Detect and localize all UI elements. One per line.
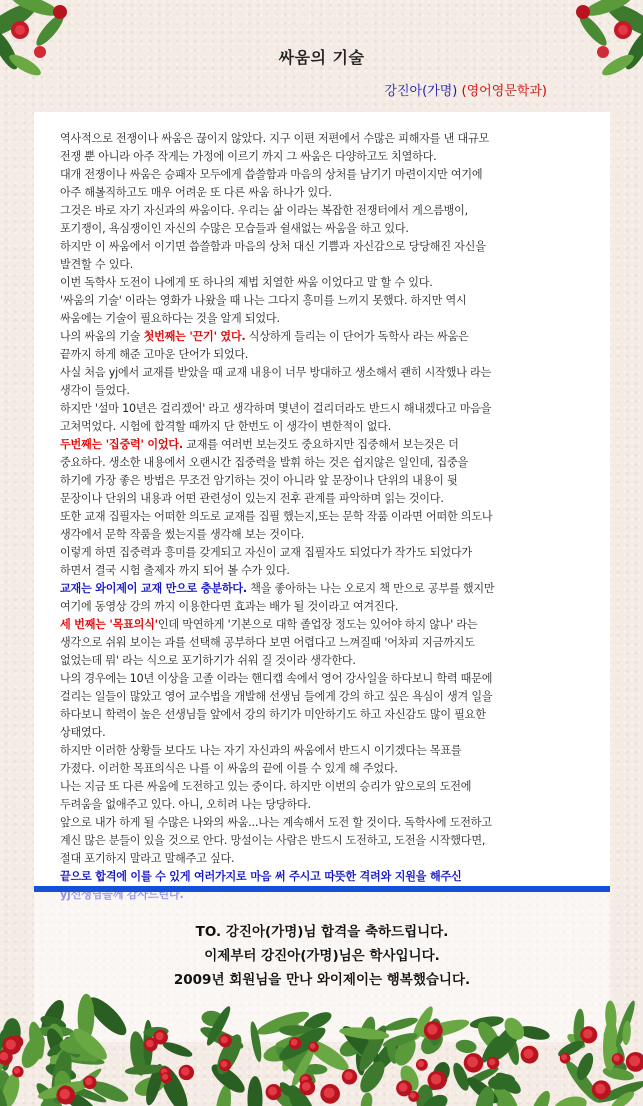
article-line: 하다보니 학력이 높은 선생님들 앞에서 강의 하기가 미안하기도 하고 자신감도 많이 필요한 xyxy=(60,708,486,721)
article-line xyxy=(60,328,586,346)
article-line xyxy=(60,616,586,634)
article-section-3 xyxy=(60,454,586,580)
article-line: 두려움을 없애주고 있다. 아니, 오히려 나는 당당하다. xyxy=(60,798,311,811)
article-line: 앞으로 내가 하게 될 수많은 나와의 싸움...나는 계속해서 도전 할 것이다. 독학사에 도전하고 xyxy=(60,816,492,829)
article-line: '싸움의 기술' 이라는 영화가 나왔을 때 나는 그다지 흥미를 느끼지 못했다. 하지만 역시 xyxy=(60,294,467,307)
article-panel xyxy=(34,112,610,888)
article-line: 상태였다. xyxy=(60,726,106,739)
article-line: 발견할 수 있다. xyxy=(60,258,134,271)
article-section-4 xyxy=(60,598,586,616)
article-line xyxy=(60,580,586,598)
article-line: 이렇게 하면 집중력과 흥미를 갖게되고 자신이 교재 집필자도 되었다가 작가도 되었다가 xyxy=(60,546,472,559)
article-line: 걸리는 일들이 많았고 영어 교수법을 개발해 선생님 들에게 강의 하고 싶은 욕심이 생겨 일을 xyxy=(60,690,493,703)
congratulations-box xyxy=(34,892,610,1042)
author-department: (영어영문학과) xyxy=(461,84,547,99)
article-line: 생각으로 쉬워 보이는 과를 선택해 공부하다 보면 어렵다고 느껴질때 '어차피 지금까지도 xyxy=(60,636,475,649)
article-line: 없었는데 뭐' 라는 식으로 포기하기가 쉬워 질 것이라 생각한다. xyxy=(60,654,356,667)
article-line: 문장이나 단위의 내용과 어떤 관련성이 있는지 전후 관계를 파악하며 읽는 것이다. xyxy=(60,492,444,505)
highlight-second-point: 두번째는 '집중력' 이었다. xyxy=(60,438,183,451)
article-line: 사실 처음 yj에서 교재를 받았을 때 교재 내용이 너무 방대하고 생소해서 괜히 시작했나 라는 xyxy=(60,366,492,379)
congrats-line: TO. 강진아(가명)님 합격을 축하드립니다. xyxy=(195,924,449,940)
article-line: 하면서 결국 시험 출제자 까지 되어 볼 수가 있다. xyxy=(60,564,290,577)
article-line: 고쳐먹었다. 시험에 합격할 때까지 단 한번도 이 생각이 변한적이 없다. xyxy=(60,420,392,433)
highlight-first-point: 첫번째는 '끈기' 였다. xyxy=(143,330,246,343)
line-text: 책을 좋아하는 나는 오로지 책 만으로 공부를 했지만 xyxy=(246,582,495,595)
line-text: 인데 막연하게 '기본으로 대학 졸업장 정도는 있어야 하지 않나' 라는 xyxy=(157,618,478,631)
closing-line: 끝으로 합격에 이를 수 있게 여러가지로 마음 써 주시고 따뜻한 격려와 지원을 해주신 xyxy=(60,870,462,883)
article-line: 나는 지금 또 다른 싸움에 도전하고 있는 중이다. 하지만 이번의 승리가 앞으로의 도전에 xyxy=(60,780,472,793)
article-line xyxy=(60,436,586,454)
article-line: 생각에서 문학 작품을 썼는지를 생각해 보는 것이다. xyxy=(60,528,305,541)
article-line: 계신 많은 분들이 있을 것으로 안다. 망설이는 사람은 반드시 도전하고, 도전을 시작했다면, xyxy=(60,834,486,847)
article-line: 싸움에는 기술이 필요하다는 것을 알게 되었다. xyxy=(60,312,280,325)
line-text: 나의 싸움의 기술 xyxy=(60,330,144,343)
article-line: 포기쟁이, 욕심쟁이인 자신의 수많은 모습들과 쉴새없는 싸움을 하고 있다. xyxy=(60,222,409,235)
article-line: 하지만 '설마 10년은 걸리겠어' 라고 생각하며 몇년이 걸리더라도 반드시 해내겠다고 마음을 xyxy=(60,402,492,415)
article-line: 여기에 동영상 강의 까지 이용한다면 효과는 배가 될 것이라고 여겨진다. xyxy=(60,600,399,613)
article-line: 하기에 가장 좋은 방법은 무조건 암기하는 것이 아니라 앞 문장이나 단위의 내용이 뒷 xyxy=(60,474,458,487)
article-body xyxy=(34,112,610,904)
article-line: 하지만 이러한 상황들 보다도 나는 자기 자신과의 싸움에서 반드시 이기겠다는 목표를 xyxy=(60,744,462,757)
congrats-line: 이제부터 강진아(가명)님은 학사입니다. xyxy=(204,948,440,964)
article-line: 또한 교재 집필자는 어떠한 의도로 교재를 집필 했는지,또는 문학 작품 이라면 어떠한 의도나 xyxy=(60,510,493,523)
author-name: 강진아(가명) xyxy=(384,84,458,99)
article-section-1 xyxy=(60,130,586,328)
article-line: 아주 해볼직하고도 매우 어려운 또 다른 싸움 하나가 있다. xyxy=(60,186,332,199)
page-title: 싸움의 기술 xyxy=(278,47,365,67)
article-line: 대개 전쟁이나 싸움은 승패자 모두에게 씁쓸함과 마음의 상처를 남기기 마련이지만 여기에 xyxy=(60,168,483,181)
article-line: 역사적으로 전쟁이나 싸움은 끊이지 않았다. 지구 이편 저편에서 수많은 피해자를 낸 대규모 xyxy=(60,132,490,145)
highlight-textbook: 교재는 와이제이 교재 만으로 충분하다. xyxy=(60,582,247,595)
line-text: 식상하게 들리는 이 단어가 독학사 라는 싸움은 xyxy=(245,330,469,343)
article-section-2 xyxy=(60,346,586,436)
article-line: 전쟁 뿐 아니라 아주 작게는 가정에 이르기 까지 그 싸움은 다양하고도 치열하다. xyxy=(60,150,437,163)
author-line xyxy=(384,80,547,99)
line-text: 교재를 여러번 보는것도 중요하지만 집중해서 보는것은 더 xyxy=(182,438,459,451)
article-section-5 xyxy=(60,634,586,868)
article-line: 가졌다. 이러한 목표의식은 나를 이 싸움의 끝에 이를 수 있게 해 주었다. xyxy=(60,762,398,775)
article-line: 나의 경우에는 10년 이상을 고졸 이라는 핸디캡 속에서 영어 강사일을 하다보니 학력 때문에 xyxy=(60,672,493,685)
congrats-line: 2009년 회원님을 만나 와이제이는 행복했습니다. xyxy=(173,972,471,988)
article-line: 이번 독학사 도전이 나에게 또 하나의 제법 치열한 싸움 이었다고 말 할 수 있다. xyxy=(60,276,433,289)
article-line: 그것은 바로 자기 자신과의 싸움이다. 우리는 삶 이라는 복잡한 전쟁터에서 게으름뱅이, xyxy=(60,204,468,217)
article-line: 절대 포기하지 말라고 말해주고 싶다. xyxy=(60,852,235,865)
article-line: 하지만 이 싸움에서 이기면 씁쓸함과 마음의 상처 대신 기쁨과 자신감으로 당당해진 자신을 xyxy=(60,240,486,253)
article-line: 끝까지 하게 해준 고마운 단어가 되었다. xyxy=(60,348,249,361)
article-line: 생각이 들었다. xyxy=(60,384,130,397)
highlight-third-point: 세 번째는 '목표의식' xyxy=(60,618,158,631)
article-line: 중요하다. 생소한 내용에서 오랜시간 집중력을 발휘 하는 것은 쉽지않은 일인데, 집중을 xyxy=(60,456,468,469)
